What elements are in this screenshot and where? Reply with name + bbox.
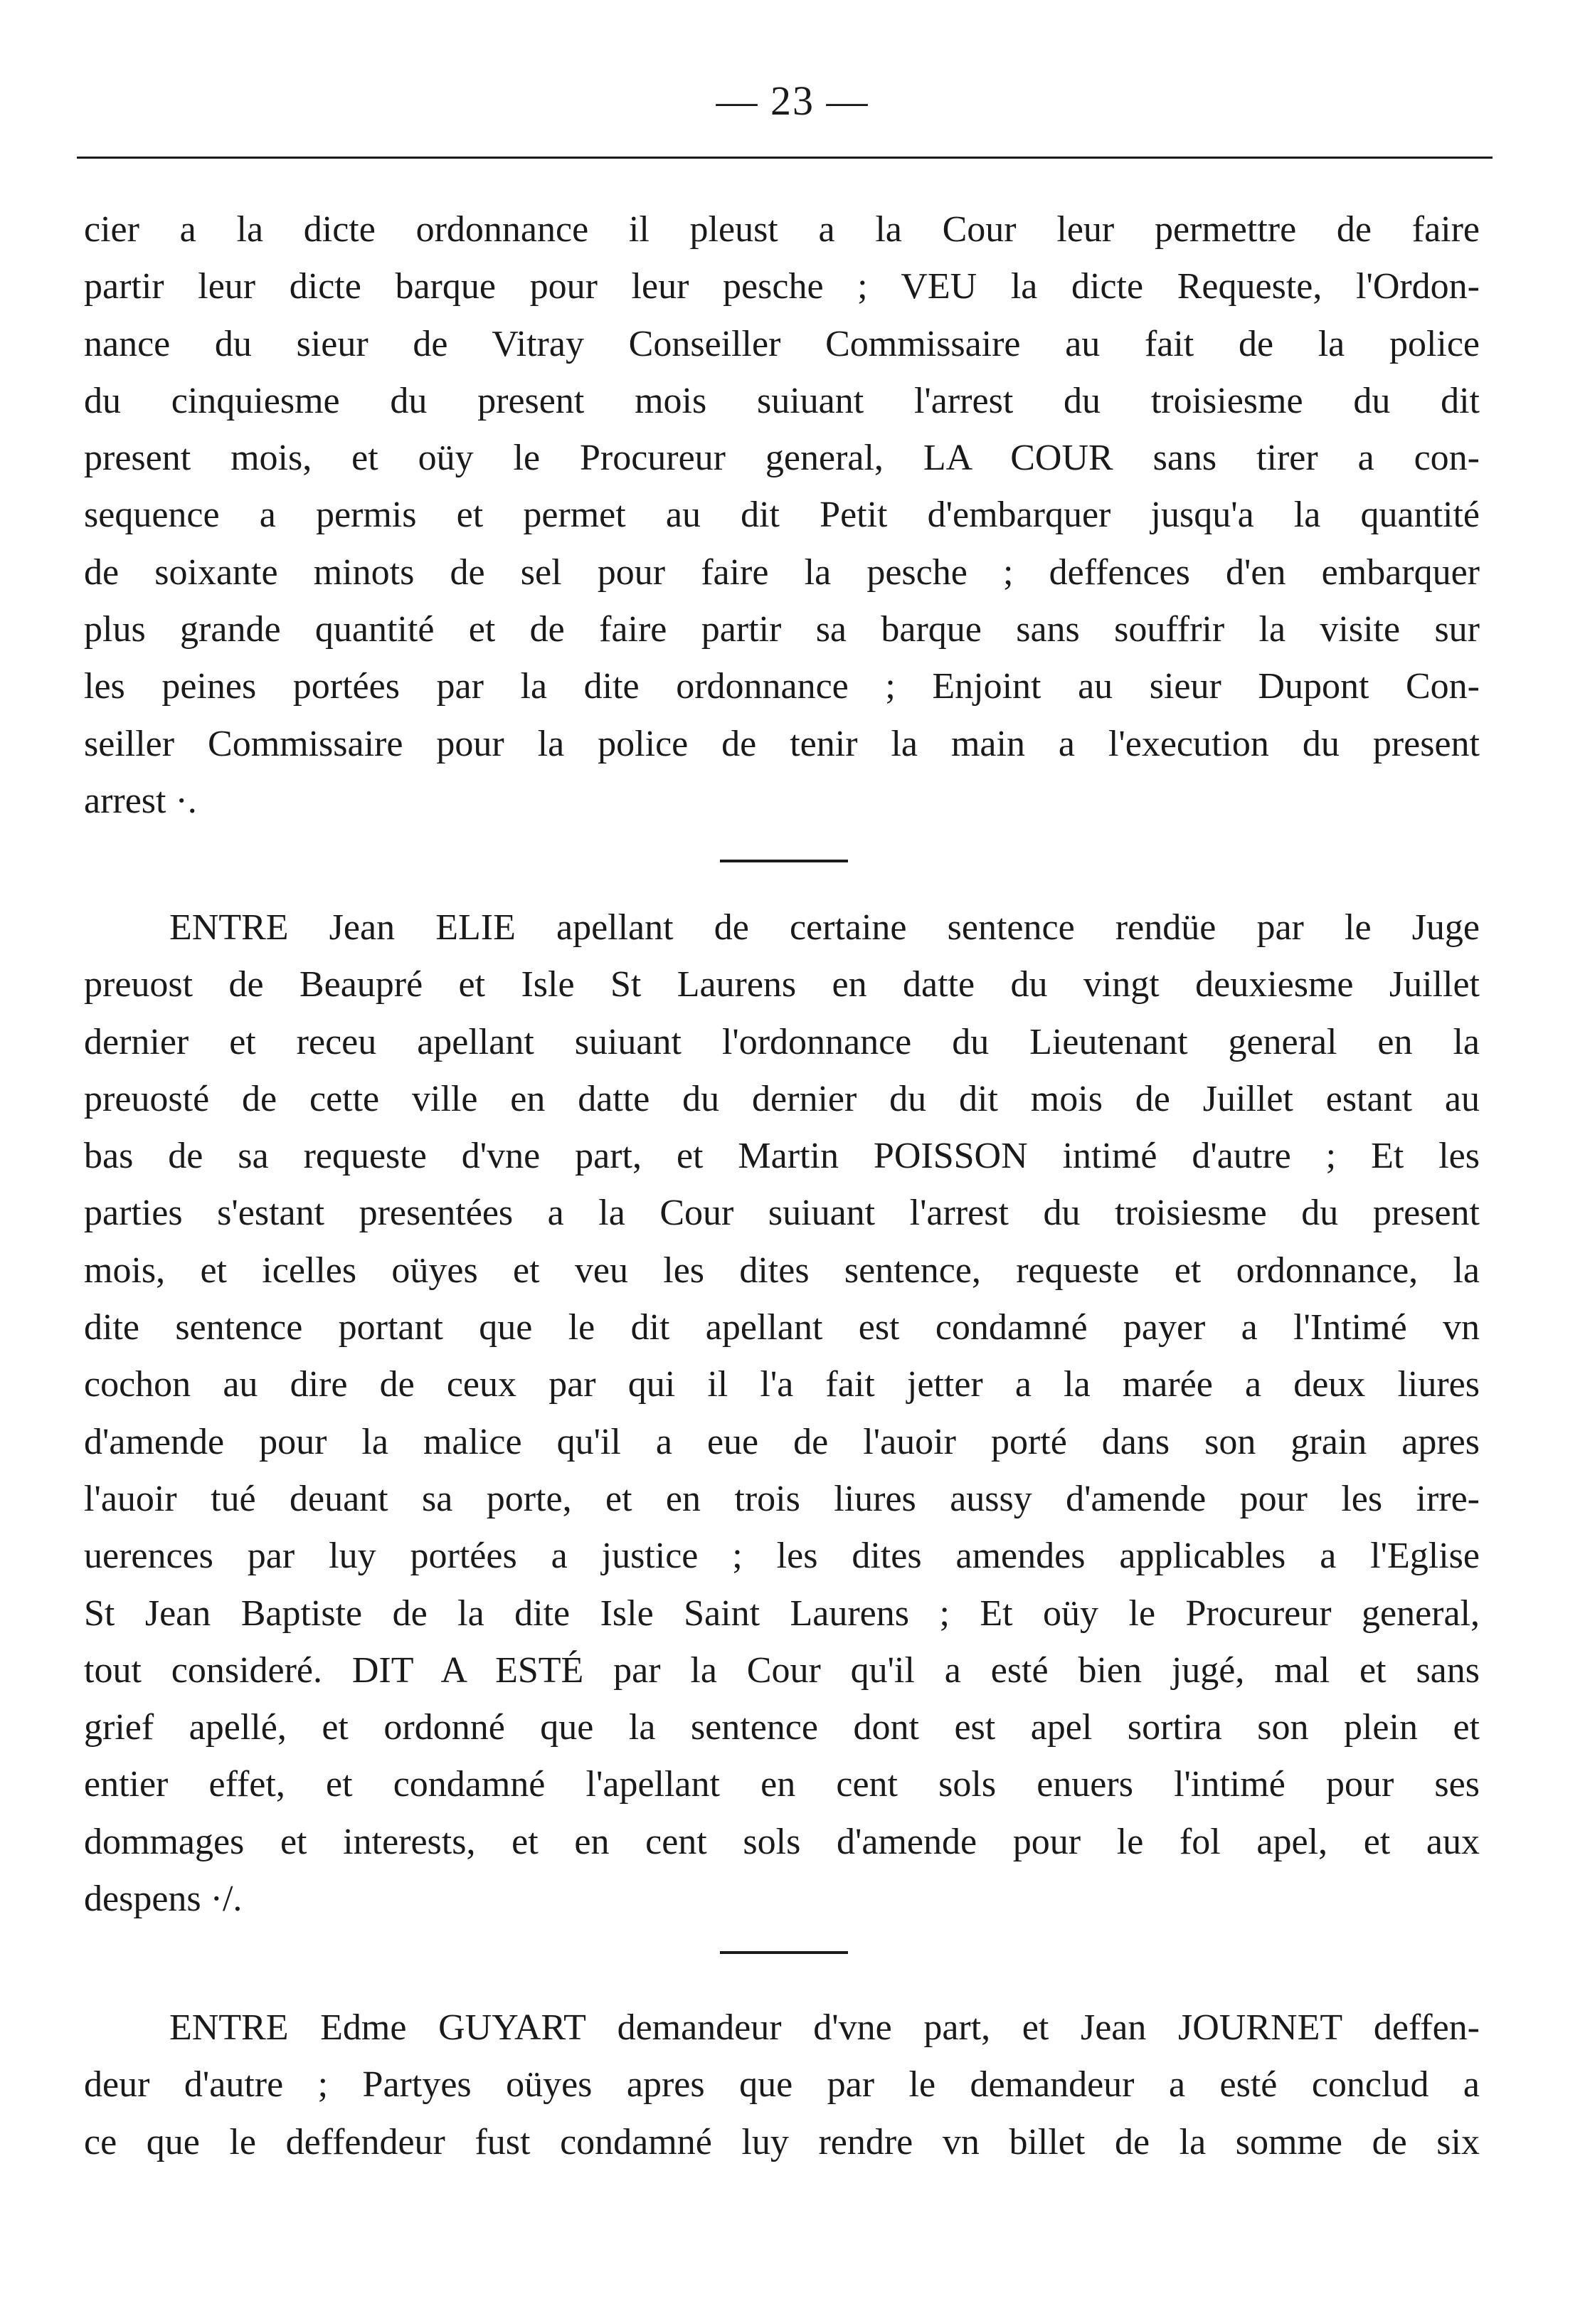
text-line: cier a la dicte ordonnance il pleust a la Cour leur permettre de faire bbox=[84, 209, 1480, 250]
text-line: seiller Commissaire pour la police de tenir la main a l'execution du present bbox=[84, 723, 1480, 764]
text-line: d'amende pour la malice qu'il a eue de l'auoir porté dans son grain apres bbox=[84, 1421, 1480, 1462]
paragraph-elie-poisson bbox=[84, 899, 1480, 1928]
text-line: de soixante minots de sel pour faire la pesche ; deffences d'en embarquer bbox=[84, 551, 1480, 593]
text-line: ce que le deffendeur fust condamné luy rendre vn billet de la somme de six bbox=[84, 2121, 1480, 2162]
text-line: dite sentence portant que le dit apellant est condamné payer a l'Intimé vn bbox=[84, 1307, 1480, 1348]
page-number: — 23 — bbox=[716, 78, 869, 124]
text-line: despens ·/. bbox=[84, 1879, 243, 1920]
text-line: grief apellé, et ordonné que la sentence dont est apel sortira son plein et bbox=[84, 1707, 1480, 1748]
section-separator bbox=[720, 860, 848, 862]
text-line: arrest ·. bbox=[84, 780, 197, 821]
section-separator bbox=[720, 1951, 848, 1954]
text-line: mois, et icelles oüyes et veu les dites sentence, requeste et ordonnance, la bbox=[84, 1250, 1480, 1291]
text-line: preuost de Beaupré et Isle St Laurens en datte du vingt deuxiesme Juillet bbox=[84, 964, 1480, 1005]
text-line: preuosté de cette ville en datte du dernier du dit mois de Juillet estant au bbox=[84, 1078, 1480, 1119]
text-line: partir leur dicte barque pour leur pesche ; VEU la dicte Requeste, l'Ordon- bbox=[84, 266, 1480, 307]
text-line: cochon au dire de ceux par qui il l'a fait jetter a la marée a deux liures bbox=[84, 1364, 1480, 1405]
text-line: bas de sa requeste d'vne part, et Martin POISSON intimé d'autre ; Et les bbox=[84, 1136, 1480, 1177]
text-line: dommages et interests, et en cent sols d'amende pour le fol apel, et aux bbox=[84, 1821, 1480, 1862]
text-line: present mois, et oüy le Procureur general, LA COUR sans tirer a con- bbox=[84, 438, 1480, 479]
text-line: l'auoir tué deuant sa porte, et en trois liures aussy d'amende pour les irre- bbox=[84, 1478, 1480, 1519]
text-line: ENTRE Jean ELIE apellant de certaine sentence rendüe par le Juge bbox=[169, 907, 1480, 948]
text-line: uerences par luy portées a justice ; les dites amendes applicables a l'Eglise bbox=[84, 1536, 1480, 1577]
text-line: plus grande quantité et de faire partir sa barque sans souffrir la visite sur bbox=[84, 609, 1480, 650]
text-line: nance du sieur de Vitray Conseiller Commissaire au fait de la police bbox=[84, 323, 1480, 364]
text-line: ENTRE Edme GUYART demandeur d'vne part, et Jean JOURNET deffen- bbox=[169, 2007, 1480, 2048]
text-line: tout consideré. DIT A ESTÉ par la Cour qu'il a esté bien jugé, mal et sans bbox=[84, 1649, 1480, 1691]
text-line: parties s'estant presentées a la Cour suiuant l'arrest du troisiesme du present bbox=[84, 1193, 1480, 1234]
text-line: dernier et receu apellant suiuant l'ordonnance du Lieutenant general en la bbox=[84, 1021, 1480, 1062]
paragraph-decree-petit bbox=[84, 201, 1480, 830]
text-line: sequence a permis et permet au dit Petit d'embarquer jusqu'a la quantité bbox=[84, 495, 1480, 536]
text-line: entier effet, et condamné l'apellant en cent sols enuers l'intimé pour ses bbox=[84, 1764, 1480, 1805]
text-line: deur d'autre ; Partyes oüyes apres que par le demandeur a esté conclud a bbox=[84, 2064, 1480, 2106]
header-rule bbox=[77, 157, 1493, 159]
paragraph-guyart-journet bbox=[84, 2000, 1480, 2171]
text-line: les peines portées par la dite ordonnance ; Enjoint au sieur Dupont Con- bbox=[84, 666, 1480, 707]
text-line: du cinquiesme du present mois suiuant l'arrest du troisiesme du dit bbox=[84, 380, 1480, 421]
text-line: St Jean Baptiste de la dite Isle Saint Laurens ; Et oüy le Procureur general, bbox=[84, 1593, 1480, 1634]
